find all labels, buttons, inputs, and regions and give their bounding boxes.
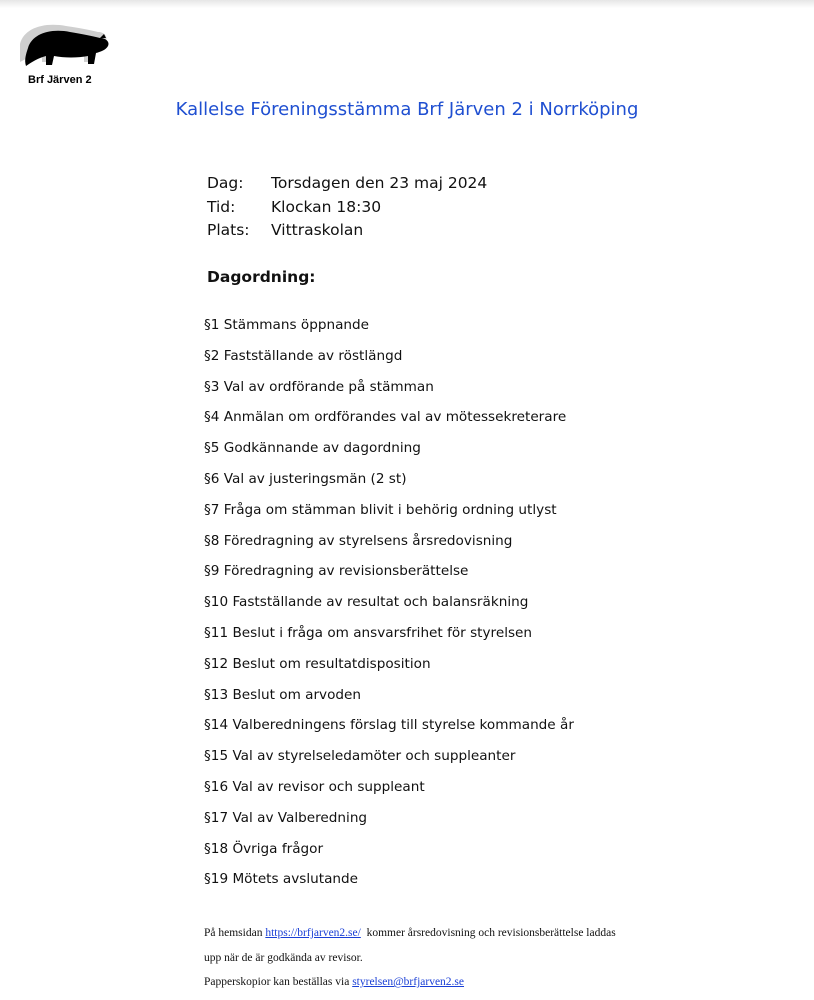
agenda-text: Beslut om arvoden — [232, 686, 362, 703]
agenda-text: Föredragning av styrelsens årsredovisning — [223, 532, 513, 549]
list-item — [204, 467, 574, 498]
agenda-text: Fastställande av röstlängd — [223, 347, 403, 364]
agenda-text: Föredragning av revisionsberättelse — [223, 563, 469, 580]
list-item — [204, 683, 574, 714]
agenda-number: §12 — [204, 655, 229, 672]
meta-label: Dag: — [207, 174, 244, 192]
agenda-text: Val av justeringsmän (2 st) — [223, 470, 407, 487]
agenda-number: §9 — [204, 563, 220, 580]
agenda-text: Beslut om resultatdisposition — [232, 655, 431, 672]
footer-line-email — [204, 970, 616, 995]
agenda-number: §5 — [204, 440, 220, 457]
footer-text: Papperskopior kan beställas via — [204, 976, 353, 988]
meeting-day-row — [207, 172, 487, 196]
list-item — [204, 806, 574, 837]
agenda-text: Mötets avslutande — [232, 871, 359, 888]
list-item — [204, 775, 574, 806]
list-item — [204, 498, 574, 529]
agenda-text: Godkännande av dagordning — [223, 440, 421, 457]
meta-value: Klockan 18:30 — [271, 197, 382, 216]
agenda-number: §16 — [204, 778, 229, 795]
footer-line-website — [204, 921, 616, 946]
document-title: Kallelse Föreningsstämma Brf Järven 2 i Norrköping — [175, 99, 639, 120]
footer-text: kommer årsredovisning och revisionsberättelse laddas — [360, 927, 616, 939]
agenda-list — [204, 313, 574, 898]
meta-value: Vittraskolan — [271, 221, 364, 239]
agenda-text: Val av styrelseledamöter och suppleanter — [232, 748, 516, 765]
meta-label: Tid: — [207, 197, 236, 216]
agenda-heading: Dagordning: — [207, 268, 316, 286]
agenda-number: §14 — [204, 717, 229, 734]
agenda-number: §19 — [204, 871, 229, 888]
agenda-text: Beslut i fråga om ansvarsfrihet för styrelsen — [232, 624, 533, 641]
agenda-number: §8 — [204, 532, 220, 549]
footer-notes — [204, 921, 616, 995]
list-item — [204, 529, 574, 560]
list-item — [204, 652, 574, 683]
list-item — [204, 405, 574, 436]
meeting-details — [207, 172, 487, 243]
footer-text: På hemsidan — [204, 927, 266, 939]
list-item — [204, 436, 574, 467]
email-link[interactable]: styrelsen@brfjarven2.se — [352, 976, 465, 988]
list-item — [204, 867, 574, 898]
agenda-number: §7 — [204, 501, 220, 518]
meta-label: Plats: — [207, 221, 250, 239]
agenda-text: Val av revisor och suppleant — [232, 778, 425, 795]
agenda-number: §2 — [204, 347, 220, 364]
agenda-number: §18 — [204, 840, 229, 857]
list-item — [204, 313, 574, 344]
wolverine-icon — [14, 18, 114, 78]
list-item — [204, 713, 574, 744]
footer-text: upp när de är godkända av revisor. — [204, 951, 363, 964]
agenda-number: §6 — [204, 470, 220, 487]
logo-caption: Brf Järven 2 — [28, 74, 92, 86]
meta-value: Torsdagen den 23 maj 2024 — [271, 174, 488, 192]
agenda-number: §13 — [204, 686, 229, 703]
agenda-text: Val av ordförande på stämman — [223, 378, 434, 395]
agenda-text: Stämmans öppnande — [223, 317, 370, 333]
agenda-number: §1 — [204, 317, 220, 333]
list-item — [204, 744, 574, 775]
list-item — [204, 344, 574, 375]
meeting-time-row — [207, 196, 487, 220]
list-item — [204, 837, 574, 868]
list-item — [204, 590, 574, 621]
agenda-text: Fastställande av resultat och balansräkning — [232, 594, 529, 611]
agenda-text: Val av Valberedning — [232, 809, 368, 826]
agenda-text: Valberedningens förslag till styrelse kommande år — [232, 717, 574, 734]
list-item — [204, 621, 574, 652]
agenda-number: §15 — [204, 748, 229, 765]
list-item — [204, 559, 574, 590]
list-item — [204, 375, 574, 406]
page-top-shadow — [0, 0, 814, 8]
logo — [14, 18, 114, 88]
agenda-number: §17 — [204, 809, 229, 826]
agenda-text: Övriga frågor — [232, 840, 324, 857]
agenda-number: §3 — [204, 378, 220, 395]
website-link[interactable]: https://brfjarven2.se/ — [265, 927, 361, 939]
agenda-text: Fråga om stämman blivit i behörig ordning utlyst — [223, 501, 557, 518]
meeting-place-row — [207, 219, 487, 243]
agenda-number: §10 — [204, 594, 229, 611]
agenda-number: §11 — [204, 624, 229, 641]
footer-line-approval — [204, 946, 616, 971]
agenda-number: §4 — [204, 409, 220, 426]
agenda-text: Anmälan om ordförandes val av mötessekreterare — [223, 409, 567, 426]
